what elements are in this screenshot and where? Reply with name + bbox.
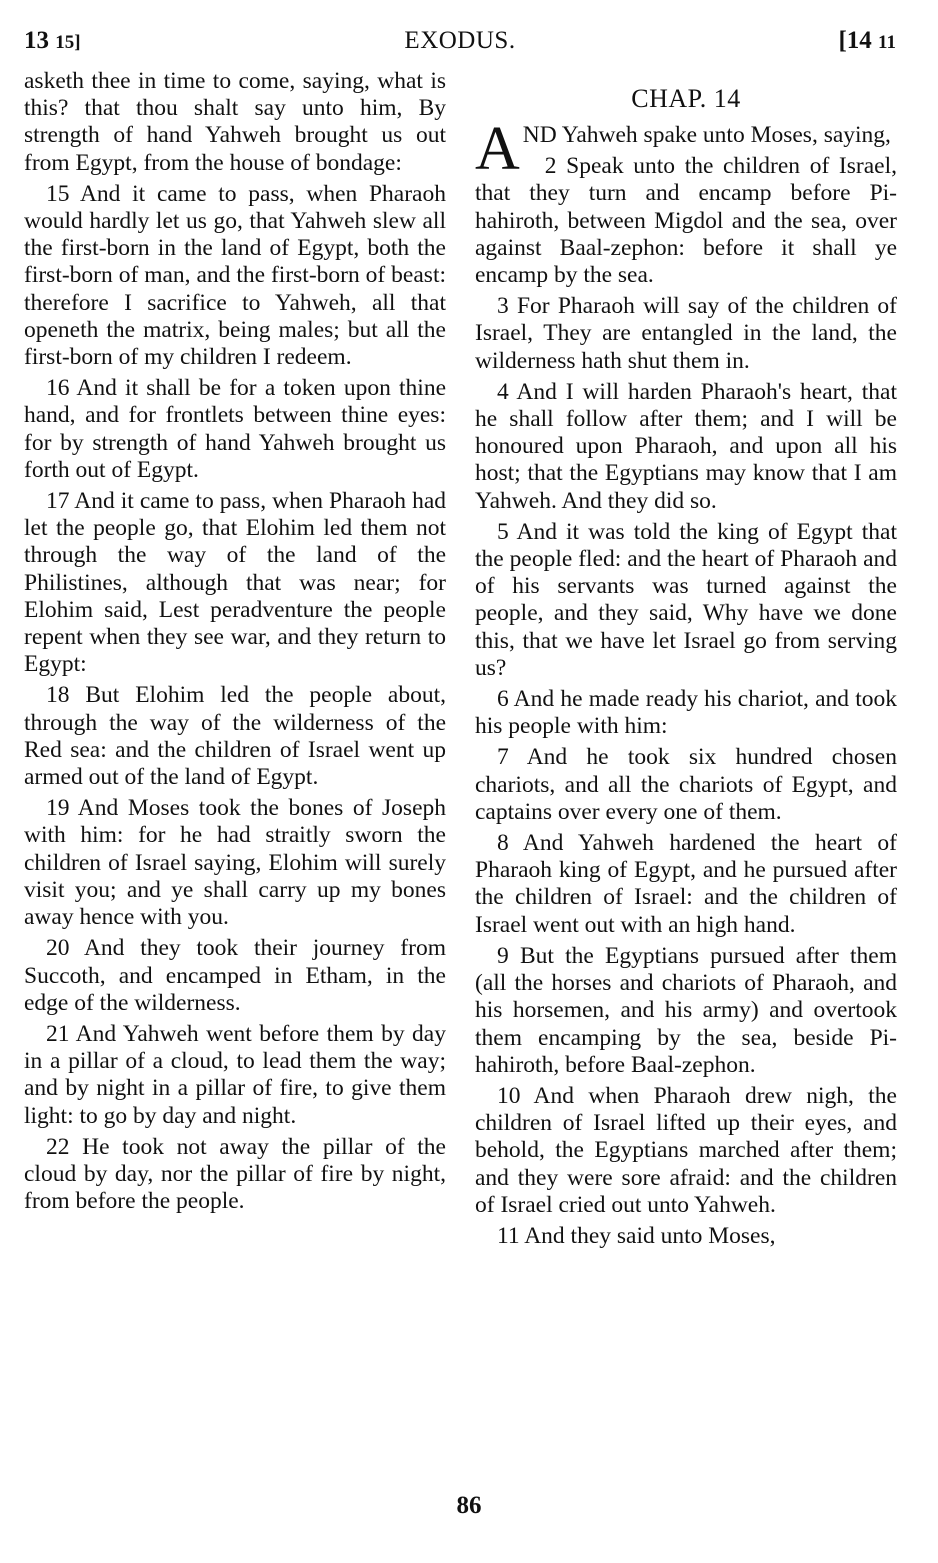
book-title: EXODUS. bbox=[404, 27, 516, 54]
verse-paragraph: 5 And it was told the king of Egypt that the people fled: and the heart of Pharaoh and of his servants was turned against the people, and they said, Why have we done this, that we have let Israel go from serving us? bbox=[475, 518, 897, 681]
opening-verse bbox=[475, 115, 897, 183]
verse-paragraph: 21 And Yahweh went before them by day in a pillar of a cloud, to lead them the way; and by night in a pillar of fire, to give them light: to go by day and night. bbox=[24, 1020, 446, 1129]
verse-paragraph: 19 And Moses took the bones of Joseph with him: for he had straitly sworn the children of Israel saying, Elohim will surely visit you; and ye shall carry up my bones away hence with you. bbox=[24, 795, 446, 931]
verse-paragraph: 7 And he took six hundred chosen chariots, and all the chariots of Egypt, and captains over every one of them. bbox=[475, 744, 897, 825]
verse-paragraph: 18 But Elohim led the people about, through the way of the wilderness of the Red sea: and the children of Israel went up armed out of the land of Egypt. bbox=[24, 682, 446, 791]
verse-paragraph: 2 Speak unto the children of Israel, that they turn and encamp before Pi-hahiroth, between Migdol and the sea, over against Baal-zephon: before it shall ye encamp by the sea. bbox=[475, 153, 897, 289]
verse-paragraph: asketh thee in time to come, saying, what is this? that thou shalt say unto him, By strength of hand Yahweh brought us out from Egypt, from the house of bondage: bbox=[24, 68, 446, 176]
verse-paragraph: 17 And it came to pass, when Pharaoh had let the people go, that Elohim led them not through the way of the land of the Philistines, although that was near; for Elohim said, Lest peradventure the people repent when they see war, and they return to Egypt: bbox=[24, 488, 446, 678]
verse-paragraph: 11 And they said unto Moses, bbox=[497, 1222, 776, 1249]
opening-verse-text: ND Yahweh spake unto Moses, saying, bbox=[522, 122, 891, 148]
verse-paragraph: 4 And I will harden Pharaoh's heart, that he shall follow after them; and I will be honoured upon Pharaoh, and upon all his host; that the Egyptians may know that I am Yahweh. And they did so. bbox=[475, 378, 897, 514]
verse-paragraph: 9 But the Egyptians pursued after them (all the horses and chariots of Pharaoh, and his horsemen, and his army) and overtook them encamping by the sea, beside Pi-hahiroth, before Baal-zephon. bbox=[475, 942, 897, 1078]
verse-paragraph: 3 For Pharaoh will say of the children of Israel, They are entangled in the land, the wilderness hath shut them in. bbox=[475, 293, 897, 374]
right-column bbox=[475, 84, 897, 1254]
verse-paragraph: 8 And Yahweh hardened the heart of Pharaoh king of Egypt, and he pursued after the children of Israel: and the children of Israel went out with an high hand. bbox=[475, 830, 897, 938]
left-column bbox=[24, 68, 446, 1219]
page-number: 86 bbox=[456, 1492, 482, 1519]
drop-cap: A bbox=[475, 115, 520, 183]
verse-paragraph: 16 And it shall be for a token upon thine hand, and for frontlets between thine eyes: for by strength of hand Yahweh brought us forth out of Egypt. bbox=[24, 375, 446, 483]
running-header bbox=[24, 26, 896, 60]
verse-paragraph: 6 And he made ready his chariot, and took his people with him: bbox=[475, 686, 897, 740]
chapter-heading: CHAP. 14 bbox=[631, 84, 741, 113]
header-right-verse: 11 bbox=[878, 32, 896, 53]
verse-paragraph: 10 And when Pharaoh drew nigh, the children of Israel lifted up their eyes, and behold, the Egyptians marched after them; and they were sore afraid: and the children of Israel cried out unto Yahweh. bbox=[475, 1082, 897, 1218]
verse-paragraph: 20 And they took their journey from Succoth, and encamped in Etham, in the edge of the wilderness. bbox=[24, 935, 446, 1016]
verse-paragraph: 22 He took not away the pillar of the cloud by day, nor the pillar of fire by night, from before the people. bbox=[24, 1133, 446, 1215]
verse-paragraph: 15 And it came to pass, when Pharaoh would hardly let us go, that Yahweh slew all the first-born in the land of Egypt, both the first-born of man, and the first-born of beast: therefore I sacrifice to Yahweh, all that openeth the matrix, being males; but all the first-born of my children I redeem. bbox=[24, 180, 446, 371]
header-right-reference bbox=[838, 26, 896, 58]
header-left-chapter: 13 bbox=[24, 27, 49, 54]
header-left-verse: 15] bbox=[55, 32, 81, 53]
header-right-chapter: [14 bbox=[838, 27, 872, 54]
